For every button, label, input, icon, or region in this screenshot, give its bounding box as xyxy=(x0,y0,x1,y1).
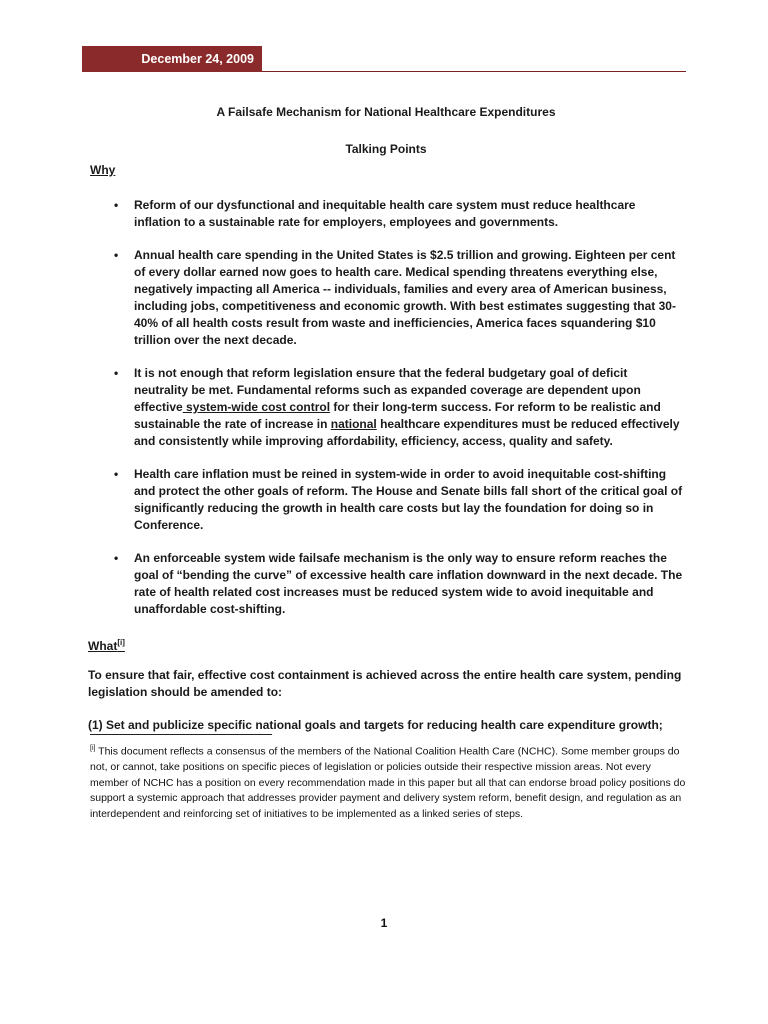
what-heading xyxy=(88,634,684,655)
bullet-icon: • xyxy=(114,248,119,262)
what-heading-text: What xyxy=(88,639,118,653)
bullet-icon: • xyxy=(114,198,119,212)
bullet-text-part: healthcare expenditures must be reduced effectively and consistently while improving affordability, efficiency, access, quality and safety. xyxy=(134,417,680,448)
bullet-text: An enforceable system wide failsafe mechanism is the only way to ensure reform reaches the goal of “bending the curve” of excessive health care inflation downward in the next decade. The rate of health related cost increases must be reduced system wide to avoid inequitable and unaffordable cost-shifting. xyxy=(134,551,683,616)
date-banner xyxy=(82,46,262,72)
bullet-item xyxy=(88,466,684,534)
what-intro-paragraph: To ensure that fair, effective cost containment is achieved across the entire health care system, pending legislation should be amended to: xyxy=(88,668,682,699)
bullet-text-part: for their long-term success. For reform to be realistic and sustainable the rate of increase in xyxy=(134,400,661,431)
footnote xyxy=(90,741,690,822)
bullet-item xyxy=(88,365,684,450)
document-title: A Failsafe Mechanism for National Healthcare Expenditures xyxy=(216,105,556,119)
footnote-marker: [i] xyxy=(90,745,96,752)
document-body xyxy=(88,104,684,750)
bullet-text: Reform of our dysfunctional and inequitable health care system must reduce healthcare inflation to a sustainable rate for employers, employees and governments. xyxy=(134,198,636,229)
bullet-text-part: It is not enough that reform legislation ensure that the federal budgetary goal of deficit neutrality be met. Fundamental reforms such as expanded coverage are dependent upon effective xyxy=(134,366,641,414)
bullet-icon: • xyxy=(114,551,119,565)
why-bullet-list xyxy=(88,197,684,618)
document-subtitle: Talking Points xyxy=(345,142,427,156)
footnote-reference-link[interactable]: [i] xyxy=(117,638,125,647)
underlined-phrase: national xyxy=(330,417,377,431)
bullet-text xyxy=(134,366,680,448)
page-number: 1 xyxy=(380,916,388,930)
bullet-item xyxy=(88,247,684,349)
date-text: December 24, 2009 xyxy=(141,52,254,66)
bullet-text: Health care inflation must be reined in system-wide in order to avoid inequitable cost-shifting and protect the other goals of reform. The House and Senate bills fall short of the critical goal of significantly reducing the growth in health care costs but lay the foundation for doing so in Conference. xyxy=(134,467,683,532)
header-rule xyxy=(262,71,686,72)
bullet-icon: • xyxy=(114,366,119,380)
why-heading: Why xyxy=(90,163,116,177)
bullet-item xyxy=(88,550,684,618)
bullet-item xyxy=(88,197,684,231)
bullet-text: Annual health care spending in the United States is $2.5 trillion and growing. Eighteen per cent of every dollar earned now goes to health care. Medical spending threatens everything else, negatively impacting all America -- individuals, families and every area of American business, including jobs, competitiveness and economic growth. With best estimates suggesting that 30-40% of all health costs result from waste and inefficiencies, America faces squandering $10 trillion over the next decade. xyxy=(134,248,676,347)
recommendation-item: (1) Set and publicize specific national goals and targets for reducing health care expenditure growth; xyxy=(88,718,663,732)
footnote-text: This document reflects a consensus of the members of the National Coalition Health Care (NCHC). Some member groups do not, or cannot, take positions on specific pieces of legislation or policies outside their respective mission areas. Not every member of NCHC has a position on every recommendation made in this paper but all that can endorse broad policy positions do support a systemic approach that addresses provider payment and delivery system reform, benefit design, and regulation as an interdependent and reinforcing set of initiatives to be implemented as a linked series of steps. xyxy=(90,745,686,820)
underlined-phrase: system-wide cost control xyxy=(182,400,331,414)
bullet-icon: • xyxy=(114,467,119,481)
footnote-separator xyxy=(90,734,272,735)
